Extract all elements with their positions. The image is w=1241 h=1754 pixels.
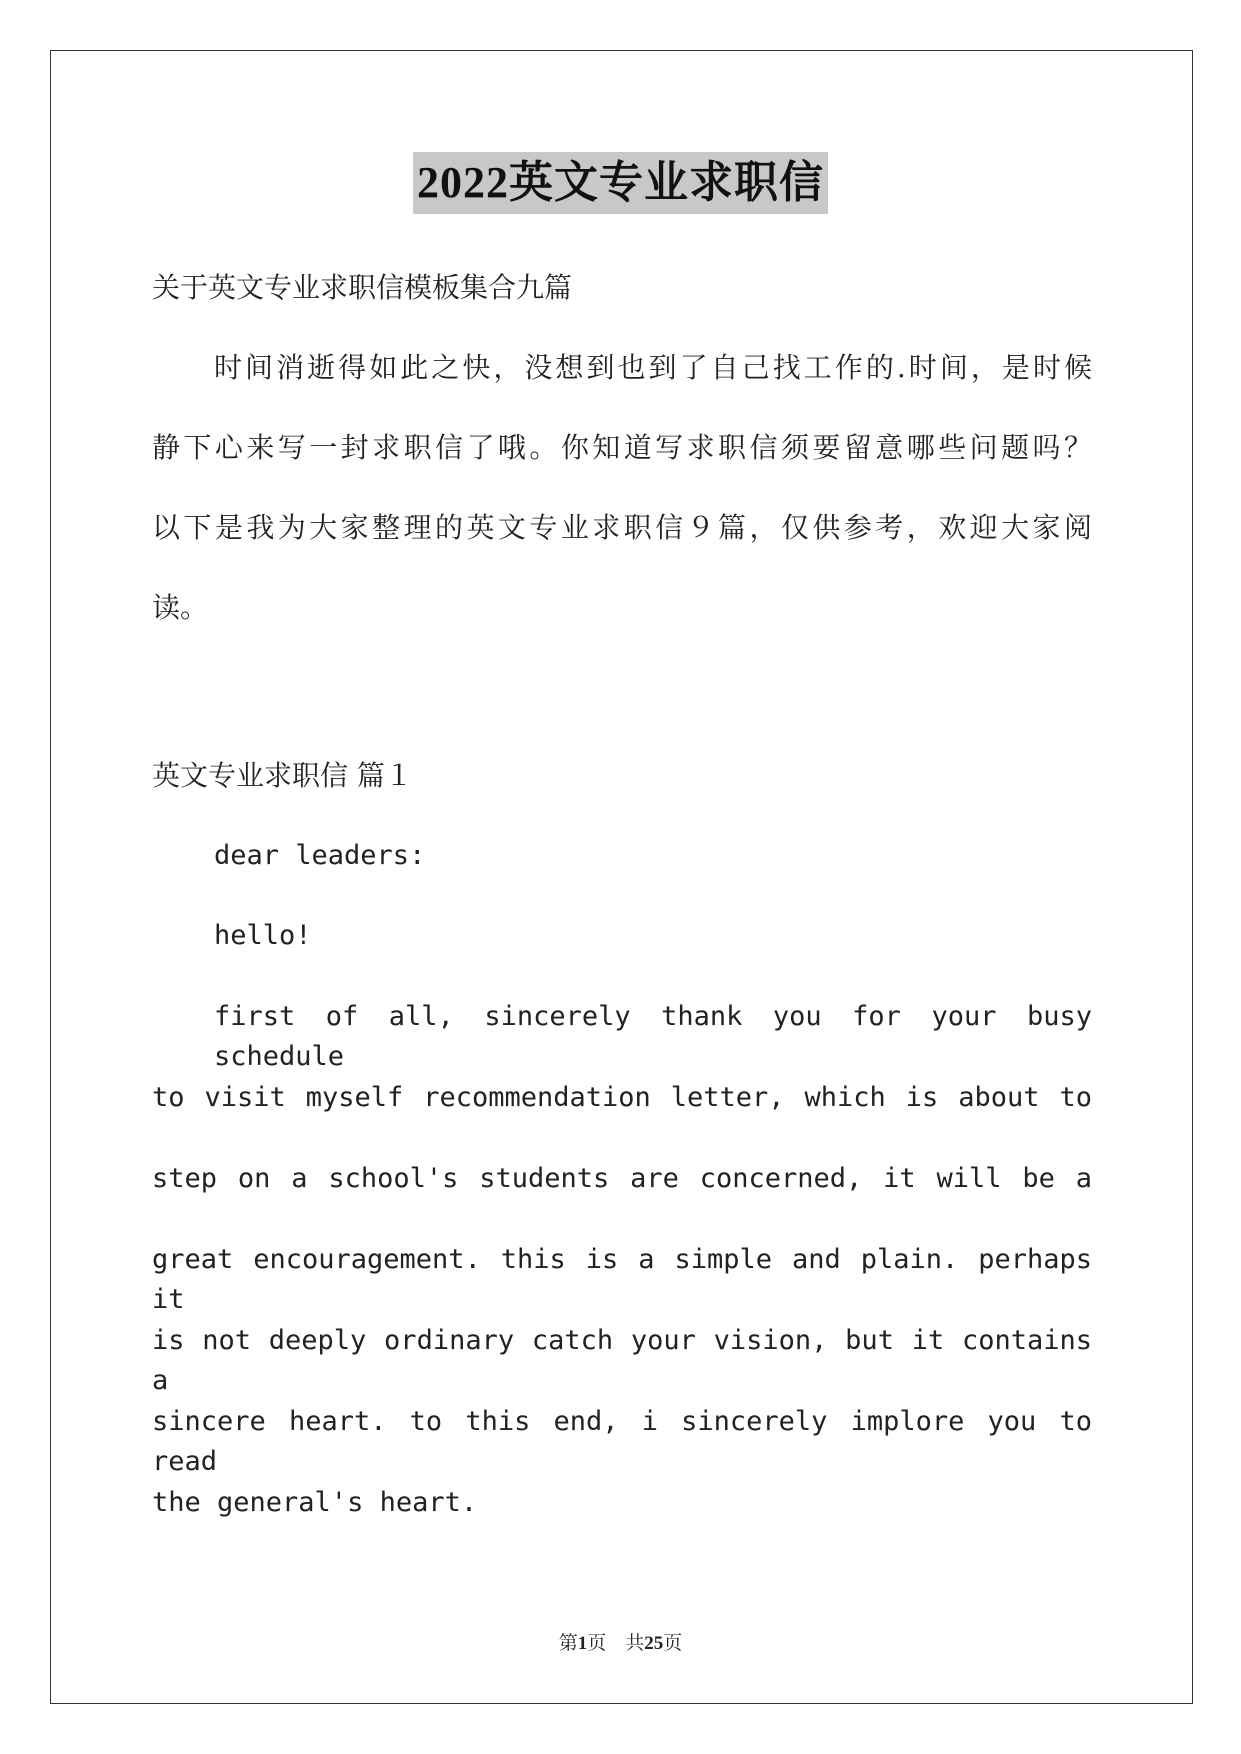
body-line: the general's heart.	[152, 1487, 478, 1518]
body-line: is not deeply ordinary catch your vision, but it contains a	[152, 1325, 1092, 1396]
intro-line: 以下是我为大家整理的英文专业求职信９篇，仅供参考，欢迎大家阅	[152, 511, 1092, 544]
total-pages: 25	[644, 1633, 664, 1654]
title-wrap	[0, 152, 1241, 214]
greeting: hello!	[214, 920, 312, 951]
document-subtitle: 关于英文专业求职信模板集合九篇	[152, 271, 573, 304]
intro-line: 静下心来写一封求职信了哦。你知道写求职信须要留意哪些问题吗？	[152, 431, 1092, 464]
total-suffix: 页	[663, 1633, 683, 1654]
total-prefix: 共	[625, 1633, 645, 1654]
body-line: to visit myself recommendation letter, which is about to	[152, 1082, 1092, 1113]
page-suffix: 页	[587, 1633, 607, 1654]
document-title: 2022英文专业求职信	[413, 152, 828, 214]
section-heading: 英文专业求职信 篇１	[152, 759, 413, 792]
body-line: step on a school's students are concerned, it will be a	[152, 1163, 1092, 1194]
intro-line: 读。	[152, 591, 209, 624]
salutation: dear leaders:	[214, 840, 426, 871]
body-line: great encouragement. this is a simple and plain. perhaps it	[152, 1244, 1092, 1315]
page-footer	[0, 1628, 1241, 1655]
body-line: sincere heart. to this end, i sincerely implore you to read	[152, 1406, 1092, 1477]
page-prefix: 第	[558, 1633, 578, 1654]
body-line: first of all, sincerely thank you for your busy schedule	[214, 1001, 1092, 1072]
page-number: 1	[577, 1633, 588, 1654]
intro-line: 时间消逝得如此之快，没想到也到了自己找工作的.时间，是时候	[214, 351, 1092, 384]
